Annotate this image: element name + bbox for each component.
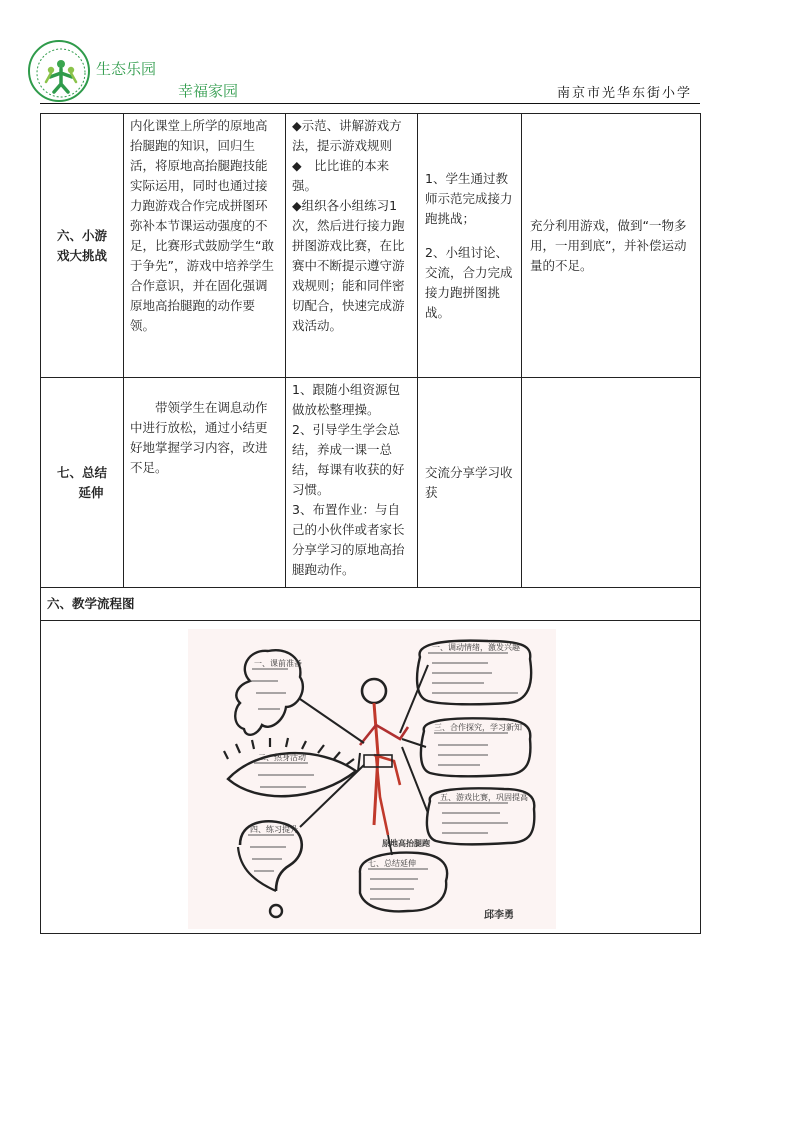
table-row <box>41 114 701 378</box>
sketch-label: 原地高抬腿跑 <box>382 839 430 848</box>
goal-cell: 内化课堂上所学的原地高抬腿跑的知识，回归生活，将原地高抬腿跑技能实际运用，同时也通过接力跑游戏合作完成拼图环弥补本节课运动强度的不足，比赛形式鼓励学生“敢于争先”，游戏中培养学生合作意识，并在固化强调原地高抬腿跑的动作要领。 <box>124 114 286 378</box>
logo-slogan-1: 生态乐园 <box>96 60 157 78</box>
sketch-label: 七、总结延伸 <box>368 859 416 868</box>
stage-cell: 七、总结 延伸 <box>41 378 124 588</box>
teacher-activity-cell: 1、跟随小组资源包做放松整理操。 2、引导学生学会总结，养成一课一总结，每课有收获的好习惯。 3、布置作业：与自己的小伙伴或者家长分享学习的原地高抬腿跑动作。 <box>286 378 418 588</box>
lesson-plan-table <box>40 113 701 934</box>
stage-cell: 六、小游 戏大挑战 <box>41 114 124 378</box>
school-name: 南京市光华东街小学 <box>556 86 692 101</box>
design-intent-cell <box>522 378 701 588</box>
teaching-flow-sketch <box>188 629 556 929</box>
goal-cell: 带领学生在调息动作中进行放松，通过小结更好地掌握学习内容，改进不足。 <box>124 378 286 588</box>
sketch-label: 四、练习提升 <box>250 825 298 834</box>
sketch-label: 一、调动情绪，激发兴趣 <box>432 643 520 652</box>
sketch-signature: 邱李勇 <box>484 910 514 921</box>
sketch-label: 一、课前准备 <box>254 659 302 668</box>
section-title-row <box>41 588 701 621</box>
sketch-label: 二、热身活动 <box>258 753 306 762</box>
student-activity-cell: 1、学生通过教师示范完成接力跑挑战； 2、小组讨论、交流，合力完成接力跑拼图挑战。 <box>418 114 522 378</box>
school-logo <box>28 40 90 102</box>
sketch-label: 五、游戏比赛，巩固提高 <box>440 793 528 802</box>
section-title: 六、教学流程图 <box>41 588 701 621</box>
flowchart-row <box>41 621 701 934</box>
page-header <box>28 40 698 104</box>
logo-slogan-2: 幸福家园 <box>178 82 239 100</box>
header-divider <box>40 103 700 104</box>
student-activity-cell: 交流分享学习收获 <box>418 378 522 588</box>
design-intent-cell: 充分利用游戏，做到“一物多用，一用到底”，并补偿运动量的不足。 <box>522 114 701 378</box>
sketch-label: 三、合作探究，学习新知 <box>434 723 522 732</box>
table-row <box>41 378 701 588</box>
teacher-activity-cell: ◆示范、讲解游戏方法，提示游戏规则 ◆ 比比谁的本来强。 ◆组织各小组练习1次，然后进行接力跑拼图游戏比赛，在比赛中不断提示遵守游戏规则；能和同伴密切配合，快速完成游戏活动。 <box>286 114 418 378</box>
